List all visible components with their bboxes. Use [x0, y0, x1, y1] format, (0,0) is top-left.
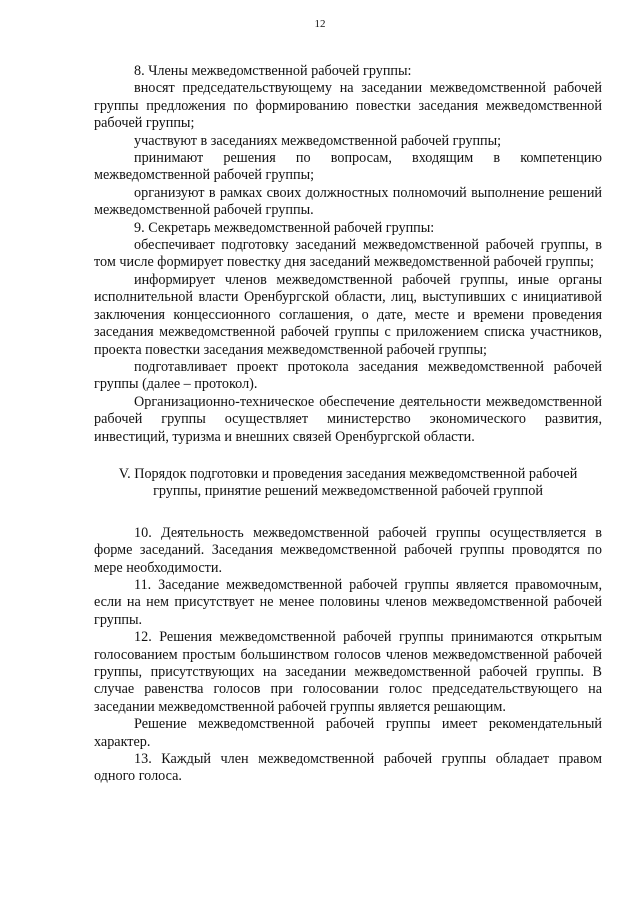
paragraph-8-title: 8. Члены межведомственной рабочей группы: — [134, 63, 412, 79]
page-number: 12 — [314, 18, 326, 30]
section-heading-line-1: V. Порядок подготовки и проведения заседания межведомственной рабочей — [118, 465, 578, 482]
paragraph-org-support: Организационно-техническое обеспечение деятельности межведомственной рабочей группы осуществляет министерство экономического развития, инвестиций, туризма и внешних связей Оренбургской области. — [94, 393, 602, 445]
document-body — [94, 63, 602, 786]
paragraph-8-item-3: принимают решения по вопросам, входящим в компетенцию межведомственной рабочей группы; — [94, 150, 602, 184]
paragraph-9-title: 9. Секретарь межведомственной рабочей группы: — [134, 219, 435, 236]
section-heading-line-2: группы, принятие решений межведомственной рабочей группой — [153, 483, 543, 500]
paragraph-8-item-1: вносят председательствующему на заседании межведомственной рабочей группы предложения по формированию повестки заседания межведомственной рабочей группы; — [94, 80, 602, 132]
paragraph-13: 13. Каждый член межведомственной рабочей группы обладает правом одного голоса. — [94, 751, 602, 785]
paragraph-10: 10. Деятельность межведомственной рабочей группы осуществляется в форме заседаний. Заседания межведомственной рабочей группы проводятся по мере необходимости. — [94, 524, 602, 576]
paragraph-9-item-2: информирует членов межведомственной рабочей группы, иные органы исполнительной власти Оренбургской области, лиц, выступивших с инициативой заключения концессионного соглашения, о дате, месте и времени проведения заседания межведомственной рабочей группы с приложением списка участников, проекта повестки заседания межведомственной рабочей группы; — [94, 271, 602, 358]
section-heading — [94, 466, 602, 501]
paragraph-9-item-3: подготавливает проект протокола заседания межведомственной рабочей группы (далее – протокол). — [94, 358, 602, 393]
paragraph-11: 11. Заседание межведомственной рабочей группы является правомочным, если на нем присутствует не менее половины членов межведомственной рабочей группы. — [94, 576, 602, 628]
paragraph-12-decision: Решение межведомственной рабочей группы имеет рекомендательный характер. — [94, 716, 602, 750]
paragraph-8-item-4: организуют в рамках своих должностных полномочий выполнение решений межведомственной рабочей группы. — [94, 184, 602, 219]
paragraph-12: 12. Решения межведомственной рабочей группы принимаются открытым голосованием простым большинством голосов членов межведомственной рабочей группы, присутствующих на заседании межведомственной рабочей группы. В случае равенства голосов при голосовании голос председательствующего на заседании межведомственной рабочей группы является решающим. — [94, 629, 602, 715]
paragraph-8-item-2: участвуют в заседаниях межведомственной рабочей группы; — [134, 132, 502, 149]
paragraph-9-item-1: обеспечивает подготовку заседаний межведомственной рабочей группы, в том числе формирует повестку дня заседаний межведомственной рабочей группы; — [94, 237, 602, 271]
